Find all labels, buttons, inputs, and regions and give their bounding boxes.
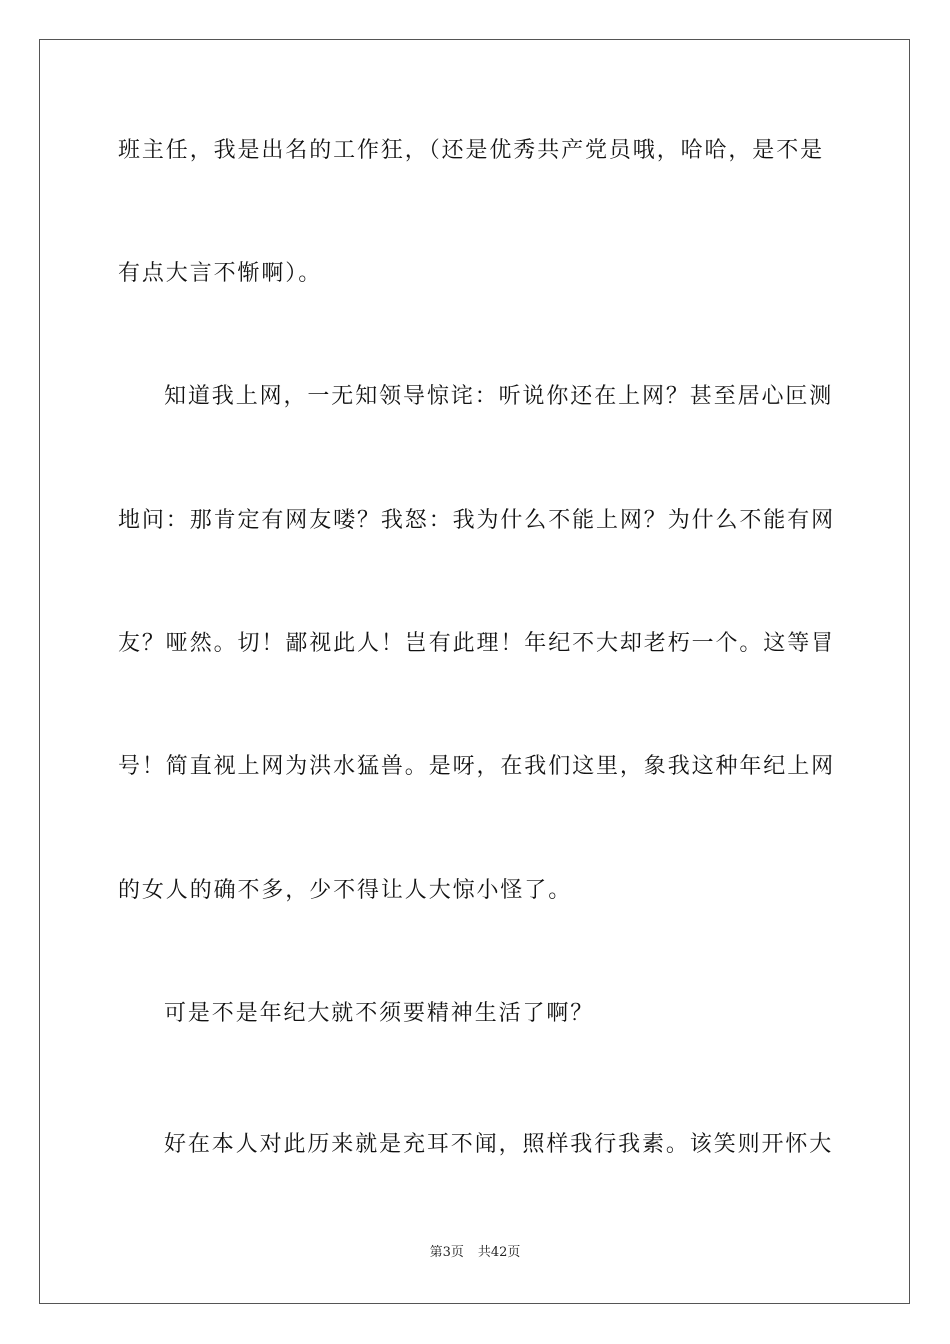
body-text-line-6: 号！简直视上网为洪水猛兽。是呀，在我们这里，象我这种年纪上网 xyxy=(118,754,836,779)
body-text-line-3: 知道我上网，一无知领导惊诧：听说你还在上网？甚至居心叵测 xyxy=(164,384,834,409)
body-text-line-7: 的女人的确不多，少不得让人大惊小怪了。 xyxy=(118,878,573,903)
page-border xyxy=(39,39,910,1304)
body-text-line-5: 友？哑然。切！鄙视此人！岂有此理！年纪不大却老朽一个。这等冒 xyxy=(118,631,836,656)
body-text-line-4: 地问：那肯定有网友喽？我怒：我为什么不能上网？为什么不能有网 xyxy=(118,508,836,533)
body-text-line-1: 班主任，我是出名的工作狂，（还是优秀共产党员哦，哈哈，是不是 xyxy=(118,138,825,163)
body-text-line-9: 好在本人对此历来就是充耳不闻，照样我行我素。该笑则开怀大 xyxy=(164,1132,834,1157)
page-footer xyxy=(0,1244,950,1262)
body-text-line-2: 有点大言不惭啊）。 xyxy=(118,261,323,286)
page-total: 共42页 xyxy=(477,1245,521,1260)
body-text-line-8: 可是不是年纪大就不须要精神生活了啊？ xyxy=(164,1001,595,1026)
page-number: 第3页 xyxy=(429,1245,464,1260)
